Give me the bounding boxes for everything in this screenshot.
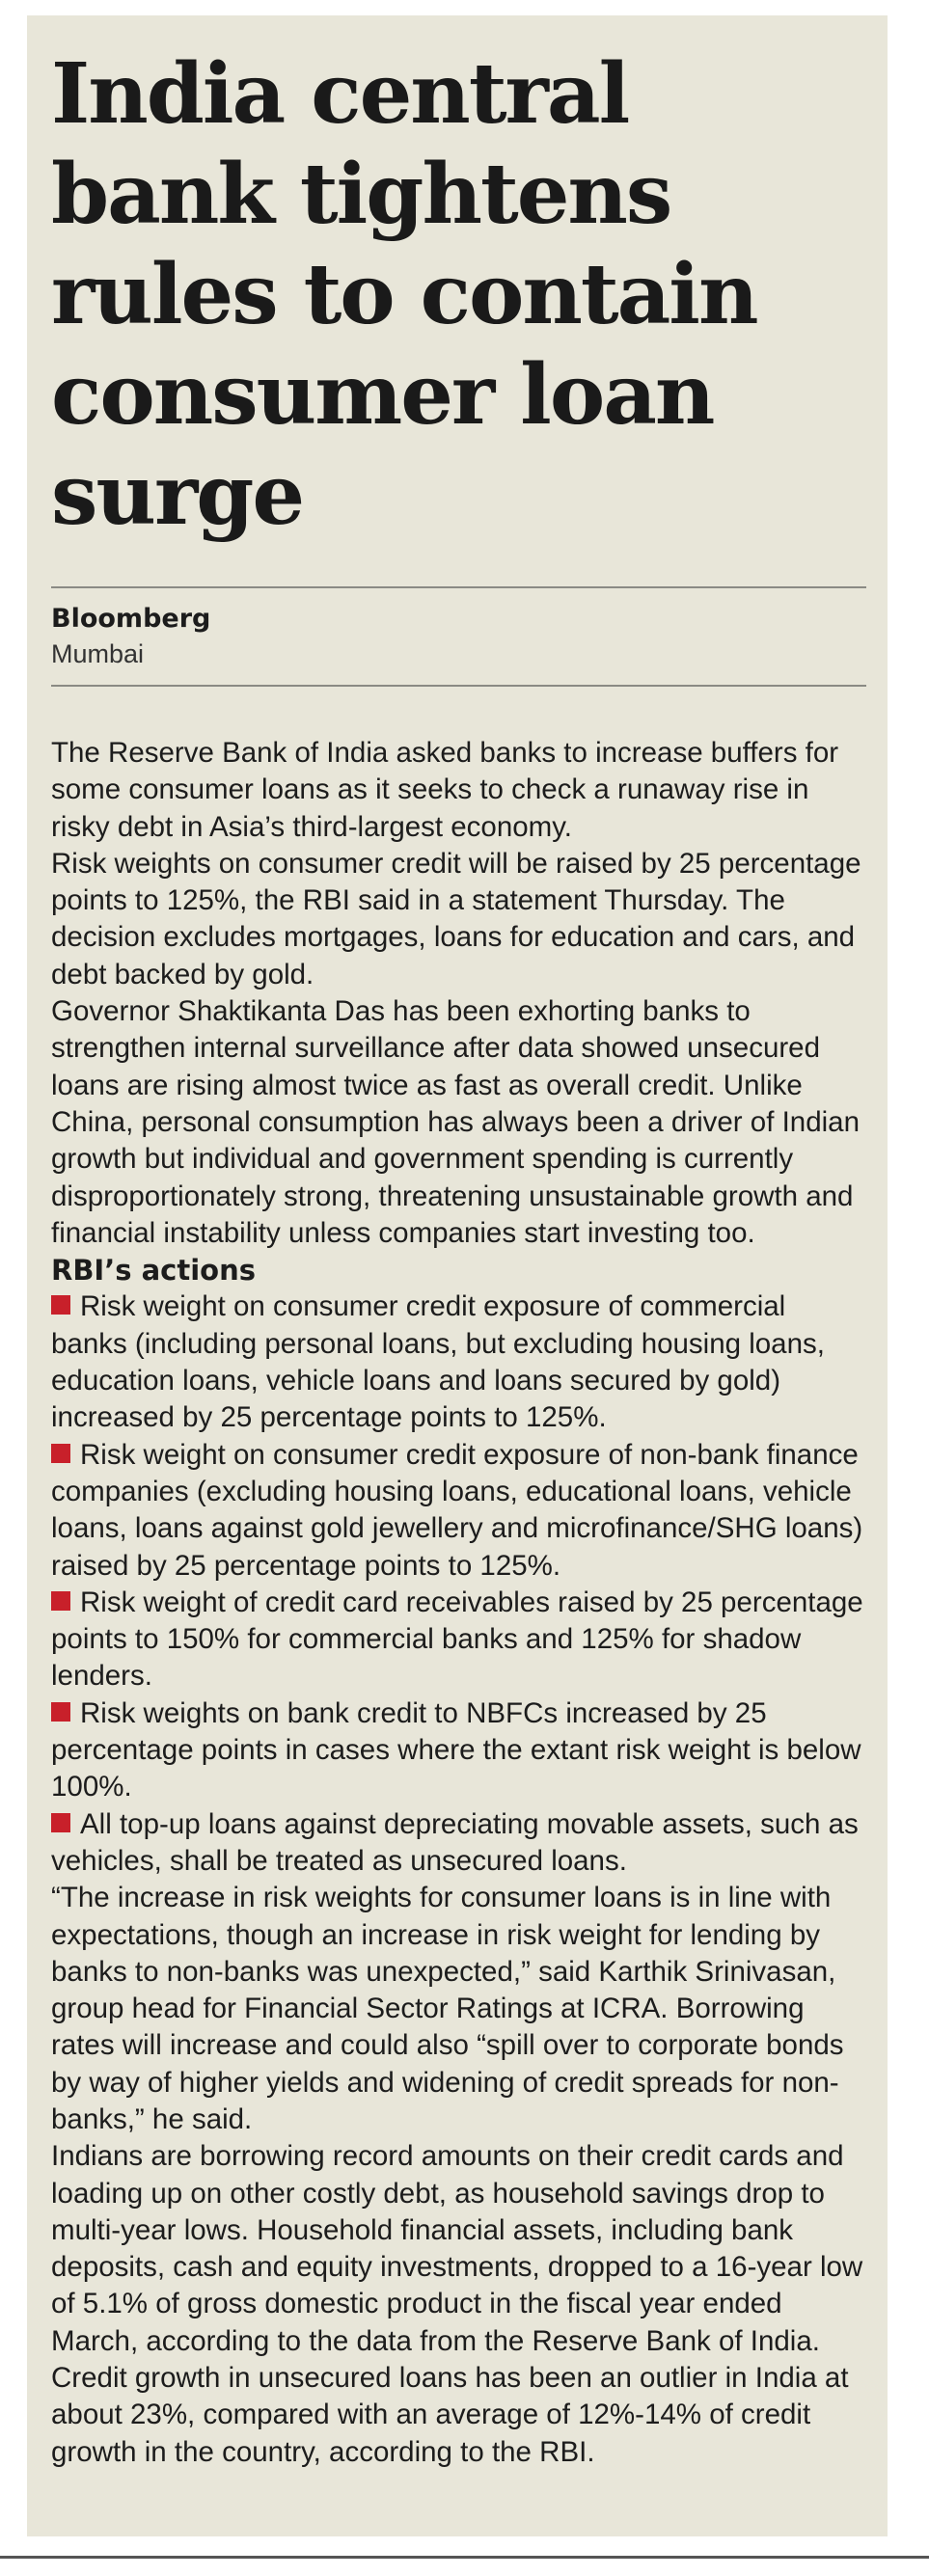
paragraph: Credit growth in unsecured loans has been an outlier in India at about 23%, compared with an average of 12%-14% of credit growth in the country, according to the RBI.: [51, 2362, 849, 2468]
paragraph: The Reserve Bank of India asked banks to increase buffers for some consumer loans as it seeks to check a runaway rise in risky debt in Asia’s third-largest economy.: [51, 737, 839, 843]
red-square-bullet-icon: [51, 1813, 70, 1832]
red-square-bullet-icon: [51, 1702, 70, 1722]
red-square-bullet-icon: [51, 1295, 70, 1315]
article-body: [51, 735, 866, 2471]
bullet-item: [51, 1585, 866, 1695]
bullet-text: Risk weights on bank credit to NBFCs increased by 25 percentage points in cases where the extant risk weight is below 100%.: [51, 1696, 861, 1803]
paragraph: Indians are borrowing record amounts on their credit cards and loading up on other costly debt, as household savings drop to multi-year lows. Household financial assets, including bank deposits, cash and equity investments, dropped to a 16-year low of 5.1% of gross domestic product in the fiscal year ended March, according to the data from the Reserve Bank of India.: [51, 2140, 863, 2357]
divider: [51, 685, 866, 687]
red-square-bullet-icon: [51, 1444, 70, 1463]
bullet-text: All top-up loans against depreciating movable assets, such as vehicles, shall be treated as unsecured loans.: [51, 1807, 859, 1877]
bullet-text: Risk weight on consumer credit exposure of non-bank finance companies (excluding housing loans, educational loans, vehicle loans, loans against gold jewellery and microfinance/SHG loans) raised by 25 percentage points to 125%.: [51, 1438, 863, 1582]
byline: [51, 588, 866, 685]
bullet-item: [51, 1437, 866, 1585]
article-content: [51, 44, 866, 2471]
dateline-location: Mumbai: [51, 639, 145, 668]
bullet-item: [51, 1288, 866, 1436]
article-card: [27, 15, 888, 2536]
paragraph: Risk weights on consumer credit will be raised by 25 percentage points to 125%, the RBI said in a statement Thursday. The decision excludes mortgages, loans for education and cars, and debt backed by gold.: [51, 847, 861, 990]
paragraph: “The increase in risk weights for consumer loans is in line with expectations, though an increase in risk weight for lending by banks to non-banks was unexpected,” said Karthik Srinivasan, group head for Financial Sector Ratings at ICRA. Borrowing rates will increase and could also “spill over to corporate bonds by way of higher yields and widening of credit spreads for non-banks,” he said.: [51, 1882, 844, 2135]
page-bottom-rule: [0, 2556, 929, 2559]
headline: India central bank tightens rules to contain consumer loan surge: [51, 45, 757, 544]
source: Bloomberg: [51, 604, 211, 634]
bullet-item: [51, 1806, 866, 1881]
section-subhead: RBI’s actions: [51, 1254, 256, 1288]
bullet-text: Risk weight of credit card receivables raised by 25 percentage points to 150% for commercial banks and 125% for shadow lenders.: [51, 1586, 863, 1693]
bullet-item: [51, 1695, 866, 1806]
bullet-text: Risk weight on consumer credit exposure of commercial banks (including personal loans, but excluding housing loans, education loans, vehicle loans and loans secured by gold) increased by 25 percentage points to 125%.: [51, 1290, 825, 1434]
paragraph: Governor Shaktikanta Das has been exhorting banks to strengthen internal surveillance after data showed unsecured loans are rising almost twice as fast as overall credit. Unlike China, personal consumption has always been a driver of Indian growth but individual and government spending is currently disproportionately strong, threatening unsustainable growth and financial instability unless companies start investing too.: [51, 995, 860, 1249]
red-square-bullet-icon: [51, 1591, 70, 1611]
